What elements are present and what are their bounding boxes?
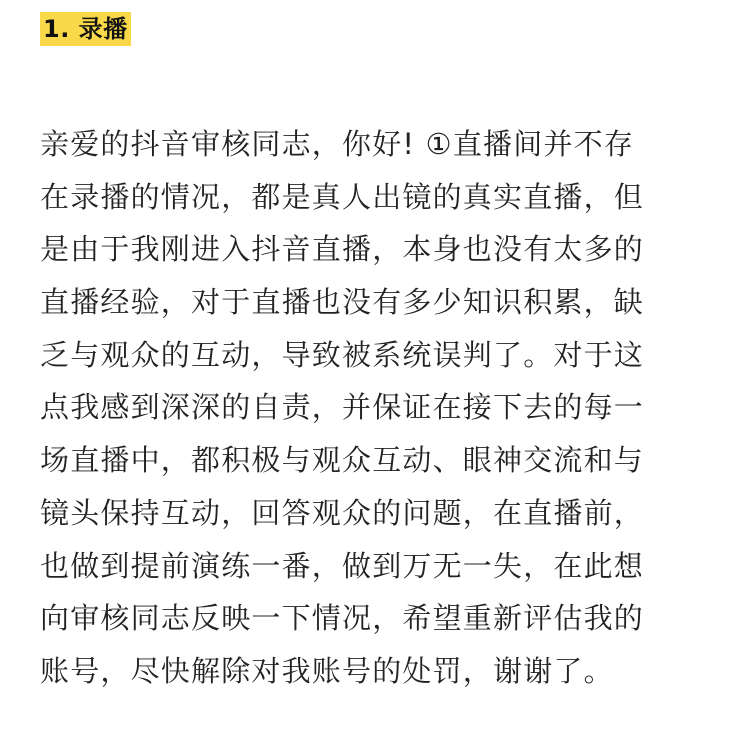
paragraph-line: 亲爱的抖音审核同志，你好! ①直播间并不存: [40, 127, 635, 161]
paragraph-line: 乏与观众的互动，导致被系统误判了。对于这: [40, 337, 645, 372]
section-heading: 1. 录播: [40, 12, 131, 46]
paragraph-line: 账号，尽快解除对我账号的处罚，谢谢了。: [40, 653, 614, 688]
paragraph-line: 在录播的情况，都是真人出镜的真实直播，但: [40, 179, 645, 214]
paragraph-line: 向审核同志反映一下情况，希望重新评估我的: [40, 601, 645, 636]
paragraph-line: 场直播中，都积极与观众互动、眼神交流和与: [40, 443, 645, 478]
paragraph-line: 镜头保持互动，回答观众的问题，在直播前，: [40, 495, 645, 530]
appeal-paragraph: [40, 118, 705, 698]
paragraph-line: 点我感到深深的自责，并保证在接下去的每一: [40, 390, 645, 425]
paragraph-line: 也做到提前演练一番，做到万无一失，在此想: [40, 548, 645, 583]
paragraph-line: 是由于我刚进入抖音直播，本身也没有太多的: [40, 232, 645, 267]
paragraph-line: 直播经验，对于直播也没有多少知识积累，缺: [40, 285, 645, 320]
